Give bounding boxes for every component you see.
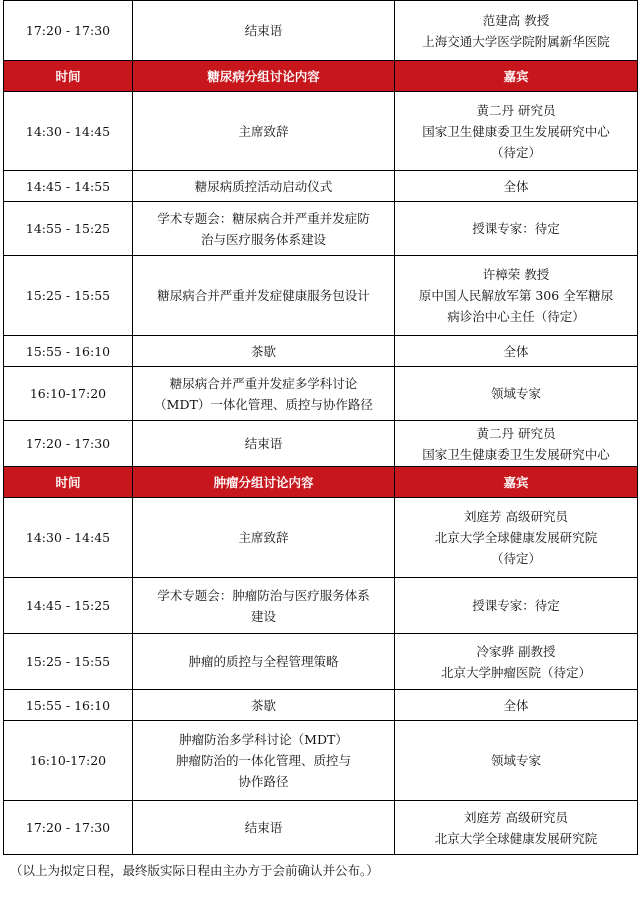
- content-cell: [133, 801, 395, 855]
- content-cell: [133, 498, 395, 578]
- guest-cell: [395, 634, 638, 690]
- guest-line: 病诊治中心主任（待定）: [447, 309, 585, 324]
- guest-cell: [395, 578, 638, 634]
- guest-line: （待定）: [490, 144, 541, 160]
- guest-line: 领域专家: [490, 386, 541, 401]
- content-line: 肿瘤防治的一体化管理、质控与: [175, 753, 351, 768]
- schedule-row: [4, 256, 638, 336]
- guest-line: 黄二丹 研究员: [476, 425, 556, 441]
- guest-line: 全体: [503, 343, 529, 359]
- content-cell: [133, 690, 395, 721]
- guest-line: 国家卫生健康委卫生发展研究中心: [422, 446, 610, 462]
- footnote: （以上为拟定日程，最终版实际日程由主办方于会前确认并公布。）: [10, 863, 379, 878]
- header-content-cell: [133, 467, 395, 498]
- content-line: 主席致辞: [238, 123, 289, 139]
- guest-cell: [395, 92, 638, 171]
- content-line: 协作路径: [238, 774, 289, 789]
- schedule-row: [4, 1, 638, 61]
- guest-cell: [395, 336, 638, 367]
- content-cell: [133, 171, 395, 202]
- schedule-row: [4, 421, 638, 467]
- guest-cell: [395, 498, 638, 578]
- content-cell: [133, 578, 395, 634]
- guest-cell: [395, 202, 638, 256]
- schedule-row: [4, 801, 638, 855]
- time-cell: 14:55 - 15:25: [4, 202, 133, 256]
- schedule-row: [4, 634, 638, 690]
- time-cell: 14:45 - 14:55: [4, 171, 133, 202]
- guest-line: 嘉宾: [503, 68, 529, 84]
- header-content-cell: [133, 61, 395, 92]
- guest-cell: [395, 801, 638, 855]
- time-cell: 14:30 - 14:45: [4, 498, 133, 578]
- schedule-row: [4, 367, 638, 421]
- content-line: 学术专题会：肿瘤防治与医疗服务体系: [157, 587, 370, 603]
- content-cell: [133, 202, 395, 256]
- schedule-row: [4, 721, 638, 801]
- guest-line: 原中国人民解放军第 306 全军糖尿: [418, 288, 614, 303]
- schedule-table: [3, 0, 638, 855]
- time-cell: 17:20 - 17:30: [4, 801, 133, 855]
- section-header-row: [4, 61, 638, 92]
- content-line: 建设: [250, 608, 276, 624]
- time-cell: 17:20 - 17:30: [4, 421, 133, 467]
- guest-line: 全体: [503, 697, 529, 713]
- schedule-body: [4, 1, 638, 855]
- content-line: 茶歇: [250, 697, 276, 713]
- content-cell: [133, 634, 395, 690]
- content-line: 肿瘤防治多学科讨论（MDT）: [179, 732, 348, 747]
- time-cell: 16:10-17:20: [4, 721, 133, 801]
- content-cell: [133, 367, 395, 421]
- content-line: 学术专题会：糖尿病合并严重并发症防: [157, 210, 370, 226]
- guest-cell: [395, 721, 638, 801]
- header-time: 时间: [4, 61, 133, 92]
- time-cell: 15:25 - 15:55: [4, 256, 133, 336]
- content-line: 结束语: [244, 820, 283, 835]
- content-line: 糖尿病分组讨论内容: [207, 68, 320, 84]
- schedule-row: [4, 578, 638, 634]
- guest-line: 全体: [503, 178, 529, 194]
- content-line: 糖尿病合并严重并发症多学科讨论: [169, 375, 358, 391]
- schedule-row: [4, 498, 638, 578]
- time-cell: 14:30 - 14:45: [4, 92, 133, 171]
- content-cell: [133, 336, 395, 367]
- guest-line: 授课专家：待定: [472, 221, 560, 236]
- guest-line: 冷家骅 副教授: [476, 643, 556, 659]
- schedule-row: [4, 171, 638, 202]
- schedule-row: [4, 336, 638, 367]
- guest-line: 北京大学全球健康发展研究院: [434, 530, 598, 545]
- guest-line: 刘庭芳 高级研究员: [464, 809, 568, 825]
- header-time: 时间: [4, 467, 133, 498]
- content-cell: [133, 92, 395, 171]
- section-header-row: [4, 467, 638, 498]
- guest-cell: [395, 367, 638, 421]
- guest-line: 许樟荣 教授: [482, 267, 550, 282]
- guest-line: 范建高 教授: [482, 12, 550, 28]
- time-cell: 14:45 - 15:25: [4, 578, 133, 634]
- content-cell: [133, 256, 395, 336]
- content-cell: [133, 421, 395, 467]
- guest-line: （待定）: [490, 551, 541, 566]
- guest-line: 黄二丹 研究员: [476, 102, 556, 118]
- guest-cell: [395, 256, 638, 336]
- guest-line: 刘庭芳 高级研究员: [464, 509, 568, 524]
- time-cell: 15:25 - 15:55: [4, 634, 133, 690]
- content-line: 糖尿病质控活动启动仪式: [194, 178, 333, 194]
- header-guest-cell: [395, 467, 638, 498]
- time-cell: 16:10-17:20: [4, 367, 133, 421]
- time-cell: 15:55 - 16:10: [4, 690, 133, 721]
- guest-line: 北京大学肿瘤医院（待定）: [440, 664, 591, 680]
- guest-cell: [395, 421, 638, 467]
- content-cell: [133, 1, 395, 61]
- guest-line: 国家卫生健康委卫生发展研究中心: [422, 123, 610, 139]
- content-line: 主席致辞: [238, 530, 289, 545]
- guest-cell: [395, 1, 638, 61]
- schedule-row: [4, 202, 638, 256]
- header-guest-cell: [395, 61, 638, 92]
- guest-line: 上海交通大学医学院附属新华医院: [422, 33, 610, 49]
- content-line: 肿瘤的质控与全程管理策略: [188, 654, 339, 669]
- time-cell: 15:55 - 16:10: [4, 336, 133, 367]
- guest-cell: [395, 171, 638, 202]
- time-cell: 17:20 - 17:30: [4, 1, 133, 61]
- content-line: 结束语: [244, 23, 283, 38]
- content-line: （MDT）一体化管理、质控与协作路径: [154, 396, 373, 412]
- content-line: 结束语: [244, 436, 283, 451]
- guest-cell: [395, 690, 638, 721]
- schedule-row: [4, 690, 638, 721]
- guest-line: 北京大学全球健康发展研究院: [434, 830, 598, 846]
- guest-line: 授课专家：待定: [472, 598, 560, 613]
- content-cell: [133, 721, 395, 801]
- content-line: 糖尿病合并严重并发症健康服务包设计: [157, 288, 370, 303]
- content-line: 肿瘤分组讨论内容: [213, 474, 314, 490]
- guest-line: 领域专家: [490, 753, 541, 768]
- content-line: 治与医疗服务体系建设: [200, 231, 326, 247]
- content-line: 茶歇: [250, 343, 276, 359]
- guest-line: 嘉宾: [503, 474, 529, 490]
- schedule-row: [4, 92, 638, 171]
